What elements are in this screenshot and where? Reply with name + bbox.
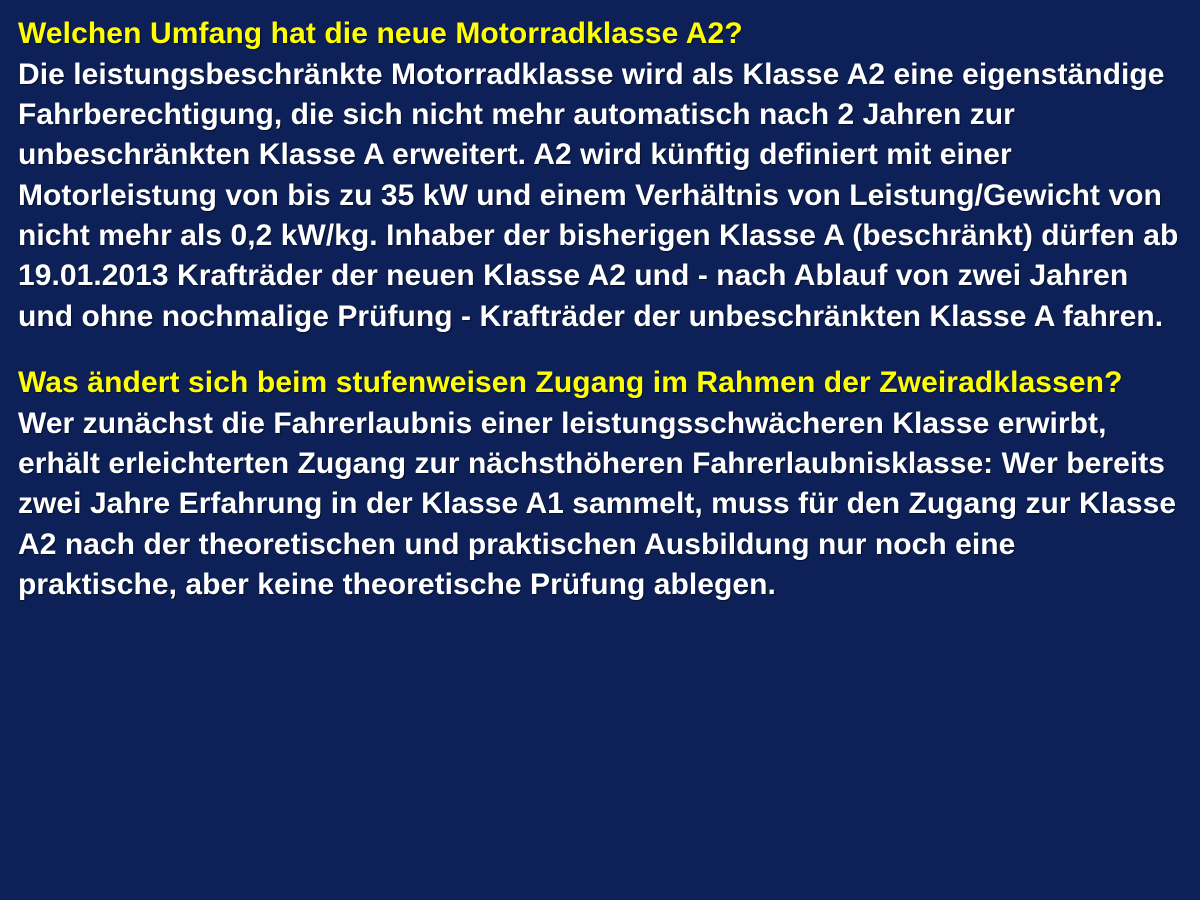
faq-question-2: Was ändert sich beim stufenweisen Zugang im Rahmen der Zweiradklassen? <box>18 366 1123 399</box>
faq-block-1 <box>18 14 1182 337</box>
faq-block-2 <box>18 363 1182 605</box>
faq-answer-2: Wer zunächst die Fahrerlaubnis einer leistungsschwächeren Klasse erwirbt, erhält erleichterten Zugang zur nächsthöheren Fahrerlaubnisklasse: Wer bereits zwei Jahre Erfahrung in der Klasse A1 sammelt, muss für den Zugang zur Klasse A2 nach der theoretischen und praktischen Ausbildung nur noch eine praktische, aber keine theoretische Prüfung ablegen. <box>18 406 1177 601</box>
faq-answer-1: Die leistungsbeschränkte Motorradklasse wird als Klasse A2 eine eigenständige Fahrberechtigung, die sich nicht mehr automatisch nach 2 Jahren zur unbeschränkten Klasse A erweitert. A2 wird künftig definiert mit einer Motorleistung von bis zu 35 kW und einem Verhältnis von Leistung/Gewicht von nicht mehr als 0,2 kW/kg. Inhaber der bisherigen Klasse A (beschränkt) dürfen ab 19.01.2013 Krafträder der neuen Klasse A2 und - nach Ablauf von zwei Jahren und ohne nochmalige Prüfung - Krafträder der unbeschränkten Klasse A fahren. <box>18 57 1179 333</box>
faq-question-1: Welchen Umfang hat die neue Motorradklasse A2? <box>18 17 743 50</box>
